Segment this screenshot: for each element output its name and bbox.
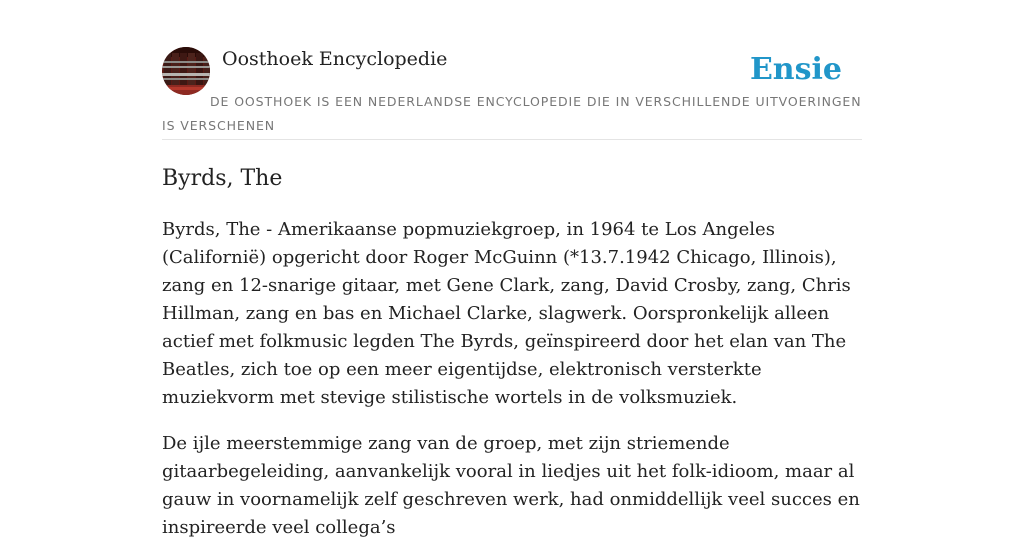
ensie-logo[interactable]: Ensie xyxy=(749,52,842,87)
entry-title: Byrds, The xyxy=(162,166,283,191)
source-avatar[interactable] xyxy=(162,47,210,95)
entry-paragraph: Byrds, The - Amerikaanse popmuziekgroep, in 1964 te Los Angeles (Californië) opgericht door Roger McGuinn (*13.7.1942 Chicago, Illinois), zang en 12-snarige gitaar, met Gene Clark, zang, David Crosby, zang, Chris Hillman, zang en bas en Michael Clarke, slagwerk. Oorspronkelijk alleen actief met folkmusic legden The Byrds, geïnspireerd door het elan van The Beatles, zich toe op een meer eigentijdse, elektronisch versterkte muziekvorm met stevige stilistische wortels in de volksmuziek. xyxy=(162,219,851,408)
entry-body xyxy=(162,216,862,560)
header-divider xyxy=(162,139,862,140)
source-tagline: DE OOSTHOEK IS EEN NEDERLANDSE ENCYCLOPEDIE DIE IN VERSCHILLENDE UITVOERINGEN IS VERSCHENEN xyxy=(162,94,862,133)
entry-paragraph: De ijle meerstemmige zang van de groep, met zijn striemende gitaarbegeleiding, aanvankelijk vooral in liedjes uit het folk-idioom, maar al gauw in voornamelijk zelf geschreven werk, had onmiddellijk veel succes en inspireerde veel collega’s xyxy=(162,433,860,538)
book-spines-icon xyxy=(162,47,210,95)
source-name[interactable]: Oosthoek Encyclopedie xyxy=(222,48,448,70)
